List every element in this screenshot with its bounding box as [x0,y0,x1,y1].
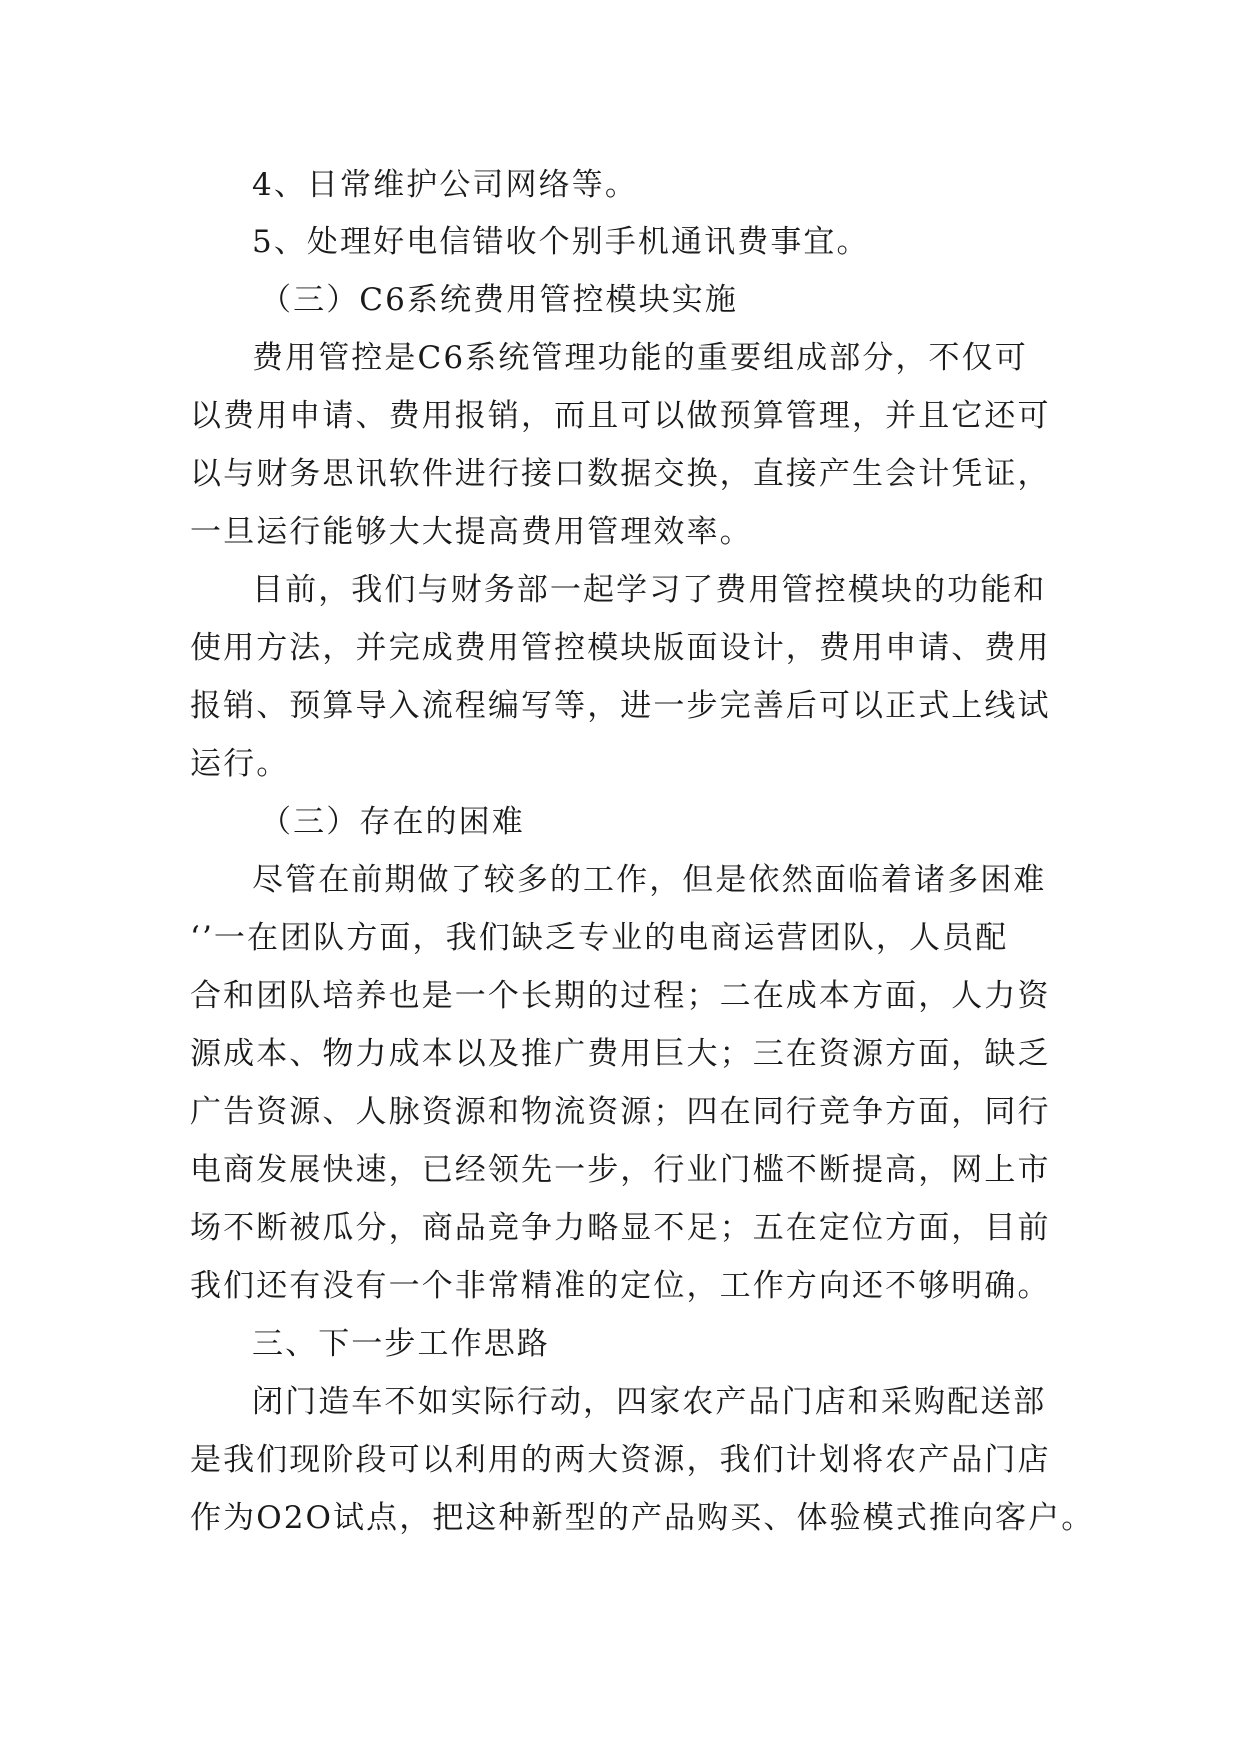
paragraph-line: 使用方法，并完成费用管控模块版面设计，费用申请、费用 [190,630,1051,666]
paragraph-line: 报销、预算导入流程编写等，进一步完善后可以正式上线试 [190,688,1051,724]
paragraph-line: 以费用申请、费用报销，而且可以做预算管理，并且它还可 [190,398,1051,434]
paragraph-line: 一旦运行能够大大提高费用管理效率。 [190,514,753,550]
list-item-5: 5、处理好电信错收个别手机通讯费事宜。 [252,224,870,260]
paragraph-line: 合和团队培养也是一个长期的过程；二在成本方面，人力资 [190,978,1051,1014]
paragraph-line: 尽管在前期做了较多的工作，但是依然面临着诸多困难 [252,862,1047,898]
paragraph-line: 电商发展快速，已经领先一步，行业门槛不断提高，网上市 [190,1152,1051,1188]
paragraph-line: 场不断被瓜分，商品竞争力略显不足；五在定位方面，目前 [190,1210,1051,1246]
paragraph-line: 闭门造车不如实际行动，四家农产品门店和采购配送部 [252,1384,1047,1420]
paragraph-line: 作为O2O试点，把这种新型的产品购买、体验模式推向客户。 [190,1500,1095,1536]
section-heading-c6: （三）C6系统费用管控模块实施 [260,282,738,318]
paragraph-line: 目前，我们与财务部一起学习了费用管控模块的功能和 [252,572,1047,608]
section-heading-next-steps: 三、下一步工作思路 [252,1326,550,1362]
paragraph-line: 广告资源、人脉资源和物流资源；四在同行竞争方面，同行 [190,1094,1051,1130]
paragraph-line: 以与财务思讯软件进行接口数据交换，直接产生会计凭证， [190,456,1051,492]
paragraph-line: 是我们现阶段可以利用的两大资源，我们计划将农产品门店 [190,1442,1051,1478]
paragraph-line: 源成本、物力成本以及推广费用巨大；三在资源方面，缺乏 [190,1036,1051,1072]
paragraph-line: 我们还有没有一个非常精准的定位，工作方向还不够明确。 [190,1268,1051,1304]
section-heading-difficulties: （三）存在的困难 [260,804,525,840]
list-item-4: 4、日常维护公司网络等。 [252,167,638,203]
paragraph-line: 费用管控是C6系统管理功能的重要组成部分，不仅可 [252,340,1028,376]
paragraph-line: 运行。 [190,746,290,782]
paragraph-line: ‘’一在团队方面，我们缺乏专业的电商运营团队，人员配 [190,920,1009,956]
